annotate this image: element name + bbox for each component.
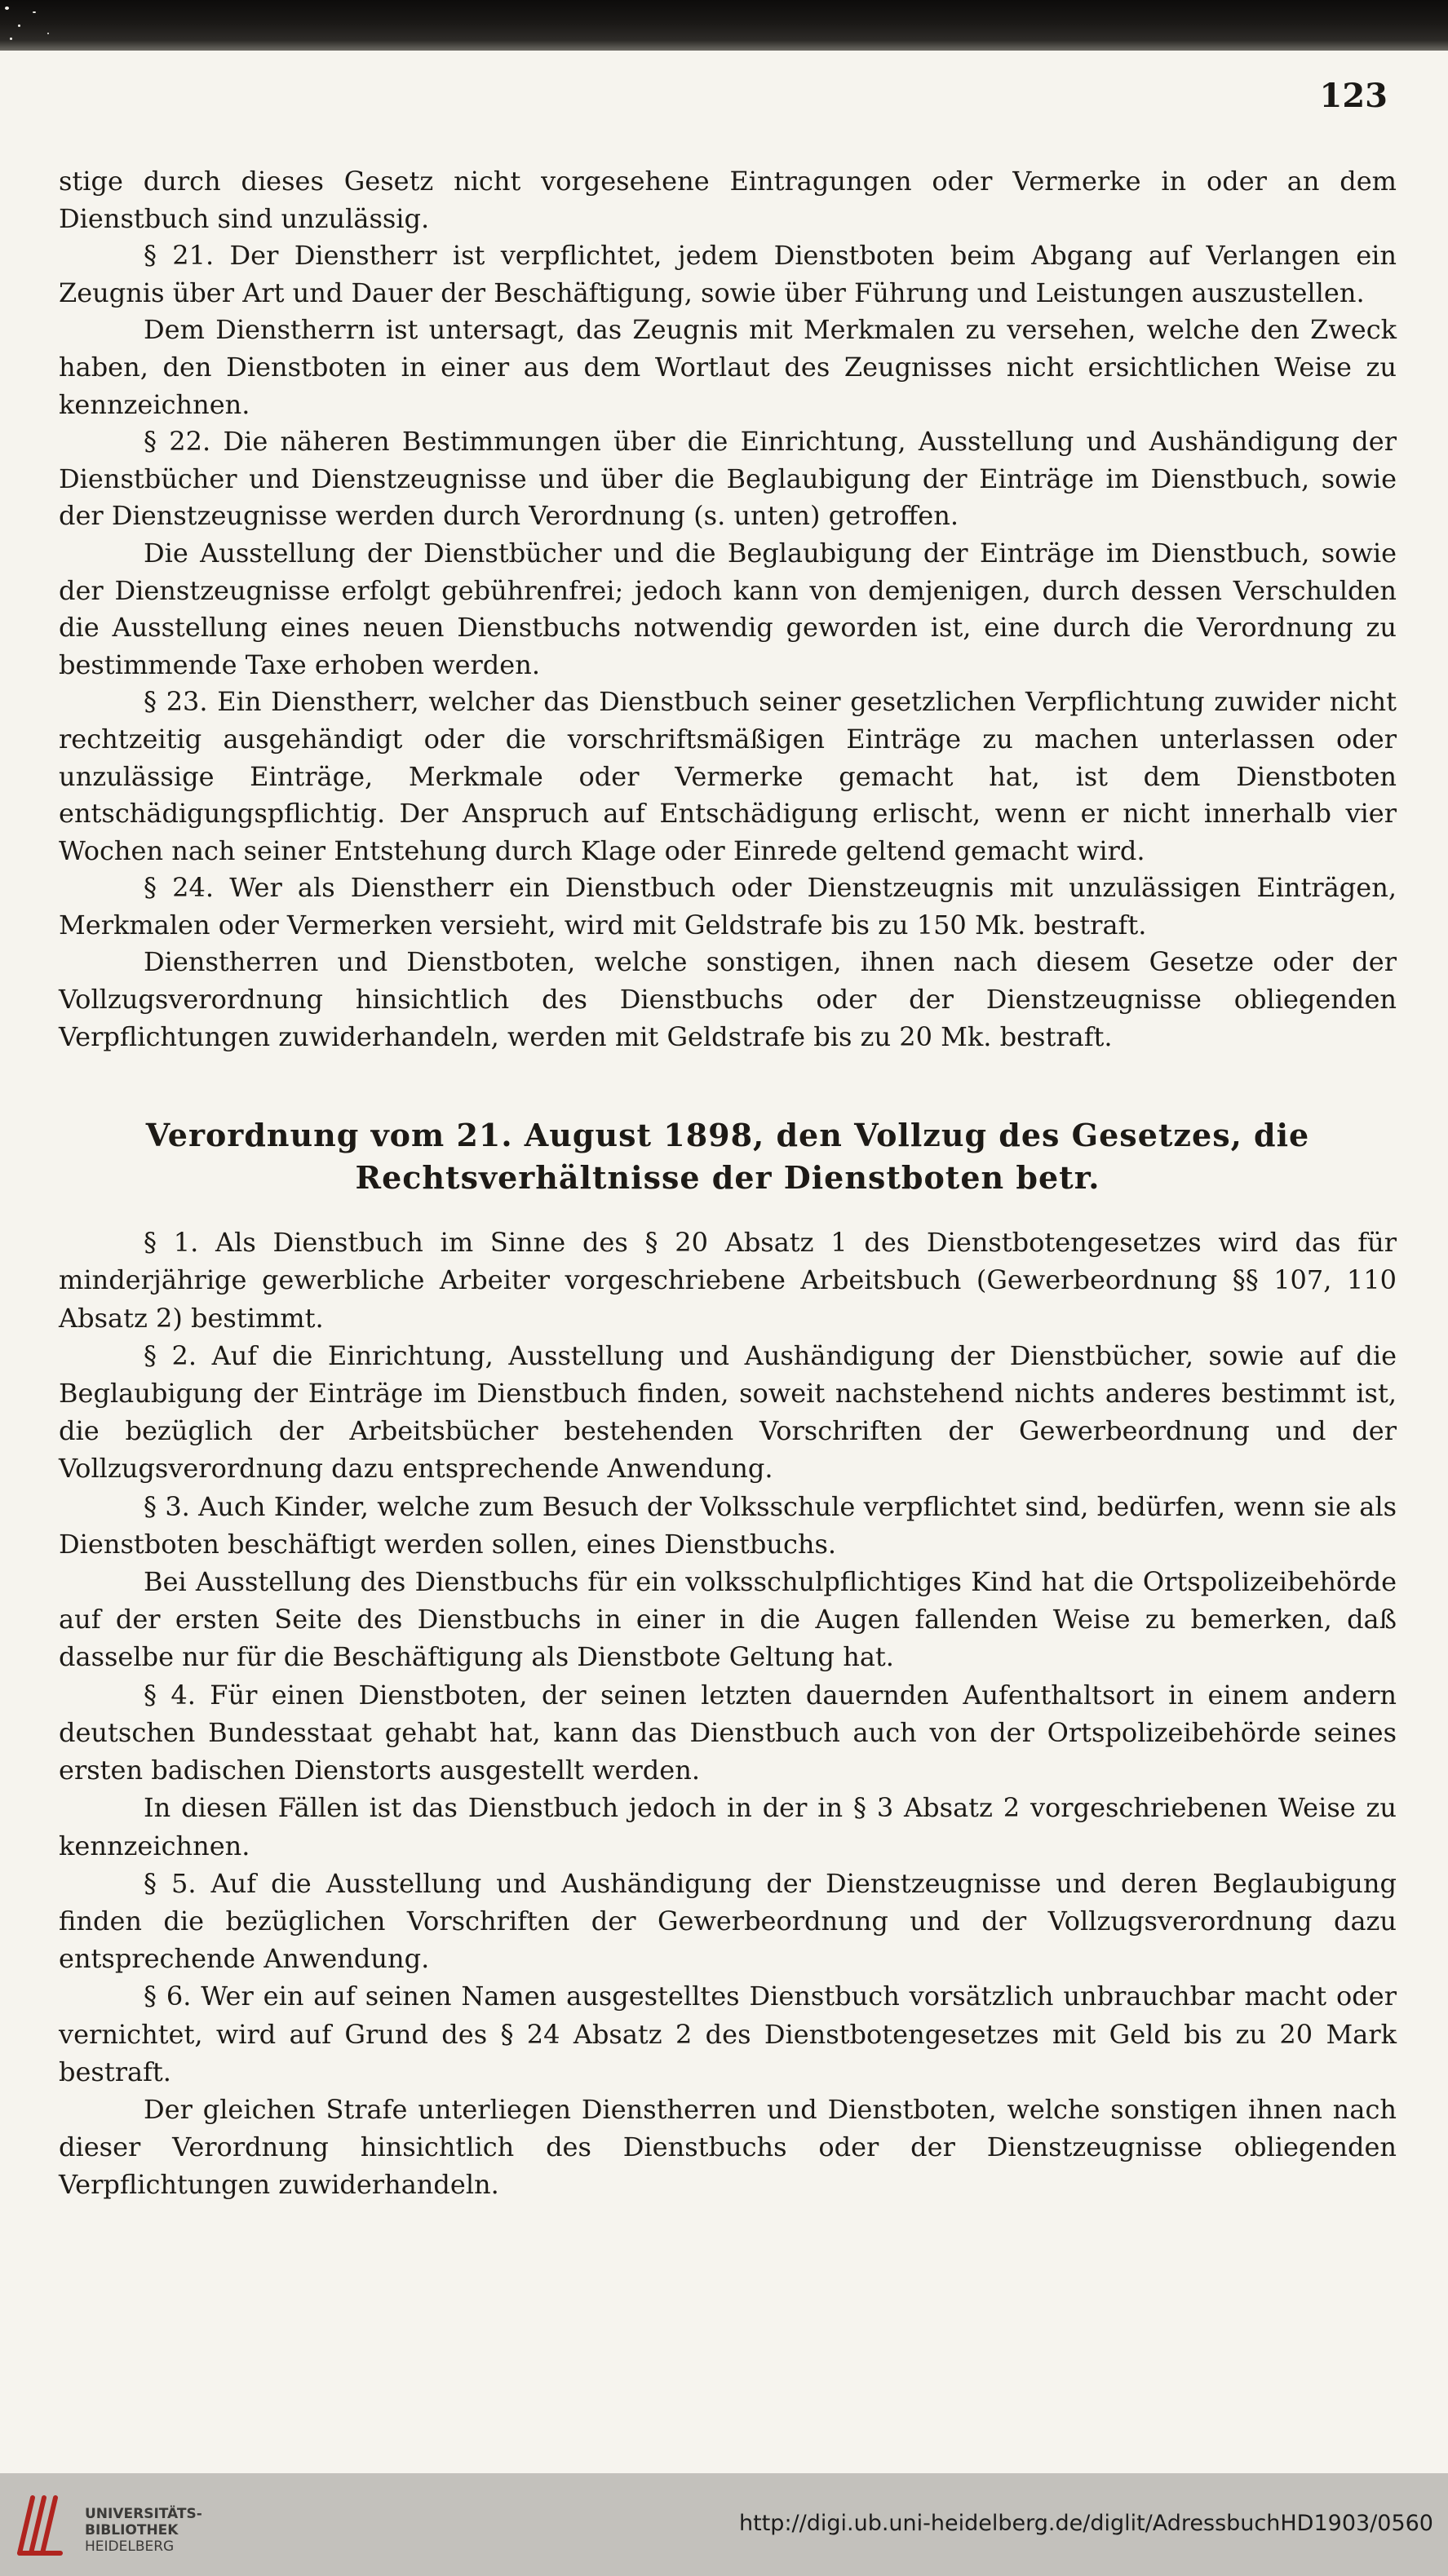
page-text [59, 163, 1397, 2204]
page-number: 123 [1319, 77, 1388, 115]
law-paragraph: § 21. Der Dienstherr ist verpflichtet, jedem Dienstboten beim Abgang auf Verlangen ein Zeugnis über Art und Dauer der Beschäftigung, sowie über Führung und Leistungen auszustellen. [59, 240, 1397, 308]
logo-line: BIBLIOTHEK [85, 2522, 179, 2538]
law-paragraph: § 24. Wer als Dienstherr ein Dienstbuch oder Dienstzeugnis mit unzulässigen Einträgen, Merkmalen oder Vermerken versieht, wird mit Geldstrafe bis zu 150 Mk. bestraft. [59, 872, 1397, 941]
verordnung-paragraph: Der gleichen Strafe unterliegen Dienstherren und Dienstboten, welche sonstigen ihnen nach dieser Verordnung hinsichtlich des Dienstbuchs oder der Dienstzeugnisse obliegenden Verpflichtungen zuwiderhandeln. [59, 2093, 1397, 2201]
source-url-link[interactable]: http://digi.ub.uni-heidelberg.de/diglit/AdressbuchHD1903/0560 [739, 2511, 1433, 2536]
library-logo-text [85, 2506, 202, 2555]
law-paragraph: Dem Dienstherrn ist untersagt, das Zeugnis mit Merkmalen zu versehen, welche den Zweck haben, den Dienstboten in einer aus dem Wortlaut des Zeugnisses nicht ersichtlichen Weise zu kennzeichnen. [59, 314, 1397, 420]
footer-bar [0, 2473, 1448, 2576]
verordnung-paragraph: § 1. Als Dienstbuch im Sinne des § 20 Absatz 1 des Dienstbotengesetzes wird das für minderjährige gewerbliche Arbeiter vorgeschriebene Arbeitsbuch (Gewerbeordnung §§ 107, 110 Absatz 2) bestimmt. [59, 1227, 1397, 1334]
law-paragraph: stige durch dieses Gesetz nicht vorgesehene Eintragungen oder Vermerke in oder an dem Dienstbuch sind unzulässig. [59, 166, 1397, 234]
section-heading [59, 1114, 1397, 1199]
law-paragraph: Die Ausstellung der Dienstbücher und die Beglaubigung der Einträge im Dienstbuch, sowie der Dienstzeugnisse erfolgt gebührenfrei; jedoch kann von demjenigen, durch dessen Verschulden die Ausstellung eines neuen Dienstbuchs notwendig geworden ist, eine durch die Verordnung zu bestimmende Taxe erhoben werden. [59, 537, 1397, 680]
verordnung-paragraph: § 3. Auch Kinder, welche zum Besuch der Volksschule verpflichtet sind, bedürfen, wenn sie als Dienstboten beschäftigt werden sollen, eines Dienstbuchs. [59, 1490, 1397, 1560]
law-paragraph: Dienstherren und Dienstboten, welche sonstigen, ihnen nach diesem Gesetze oder der Vollzugsverordnung hinsichtlich des Dienstbuchs oder der Dienstzeugnisse obliegenden Verpflichtungen zuwiderhandeln, werden mit Geldstrafe bis zu 20 Mk. bestraft. [59, 946, 1397, 1052]
verordnung-paragraph: § 2. Auf die Einrichtung, Ausstellung und Aushändigung der Dienstbücher, sowie auf die Beglaubigung der Einträge im Dienstbuch finden, soweit nachstehend nichts anderes bestimmt ist, die bezüglich der Arbeitsbücher bestehenden Vorschriften der Gewerbeordnung und der Vollzugsverordnung dazu entsprechende Anwendung. [59, 1339, 1397, 1485]
law-paragraph: § 23. Ein Dienstherr, welcher das Dienstbuch seiner gesetzlichen Verpflichtung zuwider nicht rechtzeitig ausgehändigt oder die vorschriftsmäßigen Einträge zu machen unterlassen oder unzulässige Einträge, Merkmale oder Vermerke gemacht hat, ist dem Dienstboten entschädigungspflichtig. Der Anspruch auf Entschädigung erlischt, wenn er nicht innerhalb vier Wochen nach seiner Entstehung durch Klage oder Einrede geltend gemacht wird. [59, 686, 1397, 866]
verordnung-paragraph: Bei Ausstellung des Dienstbuchs für ein volksschulpflichtiges Kind hat die Ortspolizeibehörde auf der ersten Seite des Dienstbuchs in einer in die Augen fallenden Weise zu bemerken, daß dasselbe nur für die Beschäftigung als Dienstbote Geltung hat. [59, 1566, 1397, 1673]
logo-line: UNIVERSITÄTS- [85, 2506, 202, 2522]
verordnung-paragraph: § 5. Auf die Ausstellung und Aushändigung der Dienstzeugnisse und deren Beglaubigung finden die bezüglichen Vorschriften der Gewerbeordnung und der Vollzugsverordnung dazu entsprechende Anwendung. [59, 1867, 1397, 1975]
verordnung-paragraph: § 6. Wer ein auf seinen Namen ausgestelltes Dienstbuch vorsätzlich unbrauchbar macht oder vernichtet, wird auf Grund des § 24 Absatz 2 des Dienstbotengesetzes mit Geld bis zu 20 Mark bestraft. [59, 1981, 1397, 2087]
verordnung-paragraph: In diesen Fällen ist das Dienstbuch jedoch in der in § 3 Absatz 2 vorgeschriebenen Weise zu kennzeichnen. [59, 1792, 1397, 1861]
section-heading-line2: Rechtsverhältnisse der Dienstboten betr. [355, 1159, 1100, 1197]
verordnung-paragraph: § 4. Für einen Dienstboten, der seinen letzten dauernden Aufenthaltsort in einem andern deutschen Bundesstaat gehabt hat, kann das Dienstbuch auch von der Ortspolizeibehörde seines ersten badischen Dienstorts ausgestellt werden. [59, 1679, 1397, 1786]
verordnung-section [59, 1224, 1397, 2203]
law-paragraph: § 22. Die näheren Bestimmungen über die Einrichtung, Ausstellung und Aushändigung der Dienstbücher und Dienstzeugnisse und über die Beglaubigung der Einträge im Dienstbuch, sowie der Dienstzeugnisse werden durch Verordnung (s. unten) getroffen. [59, 426, 1397, 532]
scan-top-edge [0, 0, 1448, 51]
section-heading-line1: Verordnung vom 21. August 1898, den Vollzug des Gesetzes, die [145, 1117, 1310, 1154]
library-logo-icon [11, 2490, 77, 2560]
logo-line: HEIDELBERG [85, 2538, 175, 2555]
